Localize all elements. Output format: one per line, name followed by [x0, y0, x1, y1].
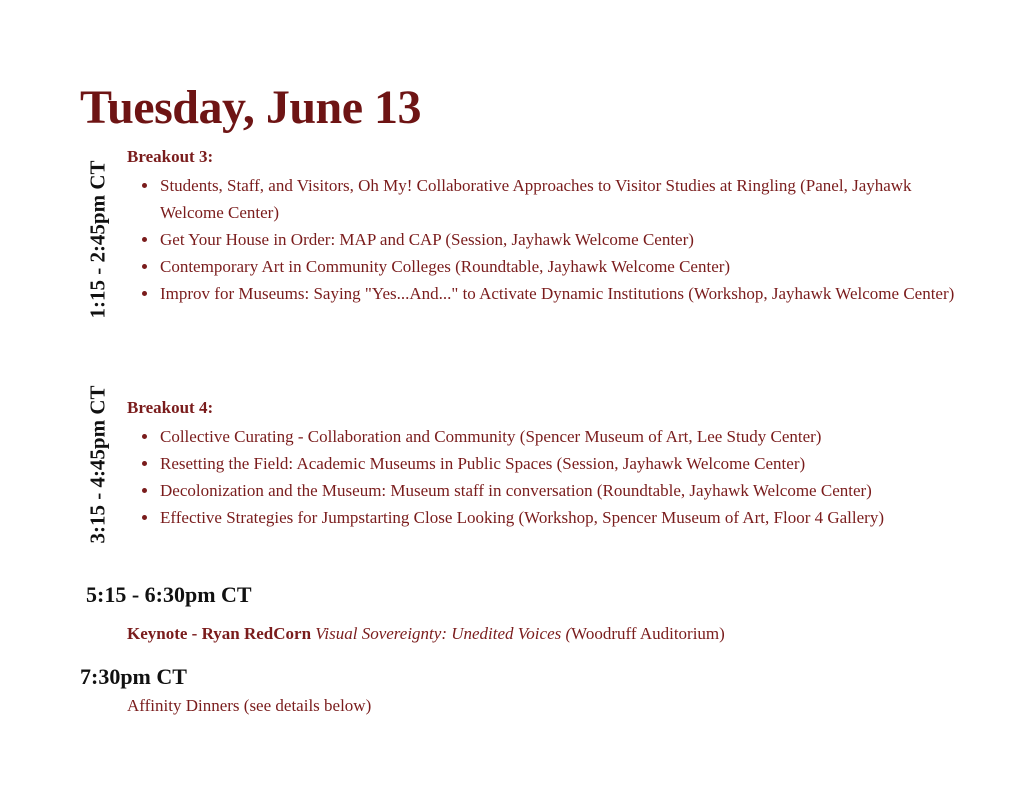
dinner-text: Affinity Dinners (see details below) [127, 696, 372, 715]
session-heading: Breakout 3: [127, 147, 214, 166]
session-item-list [128, 172, 978, 307]
list-item: Resetting the Field: Academic Museums in Public Spaces (Session, Jayhawk Welcome Center) [128, 450, 1008, 477]
list-item: Get Your House in Order: MAP and CAP (Session, Jayhawk Welcome Center) [128, 226, 978, 253]
keynote-title: Visual Sovereignty: Unedited Voices ( [315, 624, 572, 643]
keynote-line [127, 624, 725, 644]
list-item: Effective Strategies for Jumpstarting Close Looking (Workshop, Spencer Museum of Art, Floor 4 Gallery) [128, 504, 1008, 531]
keynote-location: Woodruff Auditorium) [571, 624, 725, 643]
list-item: Improv for Museums: Saying "Yes...And..." to Activate Dynamic Institutions (Workshop, Jayhawk Welcome Center) [128, 280, 978, 307]
list-item: Contemporary Art in Community Colleges (Roundtable, Jayhawk Welcome Center) [128, 253, 978, 280]
keynote-label: Keynote - Ryan RedCorn [127, 624, 316, 643]
list-item: Students, Staff, and Visitors, Oh My! Collaborative Approaches to Visitor Studies at Ringling (Panel, Jayhawk Welcome Center) [128, 172, 978, 226]
session-time-vertical: 3:15 - 4:45pm CT [85, 385, 110, 544]
session-item-list [128, 423, 1008, 531]
list-item: Collective Curating - Collaboration and Community (Spencer Museum of Art, Lee Study Center) [128, 423, 1008, 450]
list-item: Decolonization and the Museum: Museum staff in conversation (Roundtable, Jayhawk Welcome Center) [128, 477, 1008, 504]
session-heading: Breakout 4: [127, 398, 214, 417]
keynote-time: 5:15 - 6:30pm CT [86, 582, 252, 607]
page-title: Tuesday, June 13 [80, 81, 422, 134]
session-time-vertical: 1:15 - 2:45pm CT [85, 160, 110, 319]
dinner-time: 7:30pm CT [80, 664, 187, 689]
